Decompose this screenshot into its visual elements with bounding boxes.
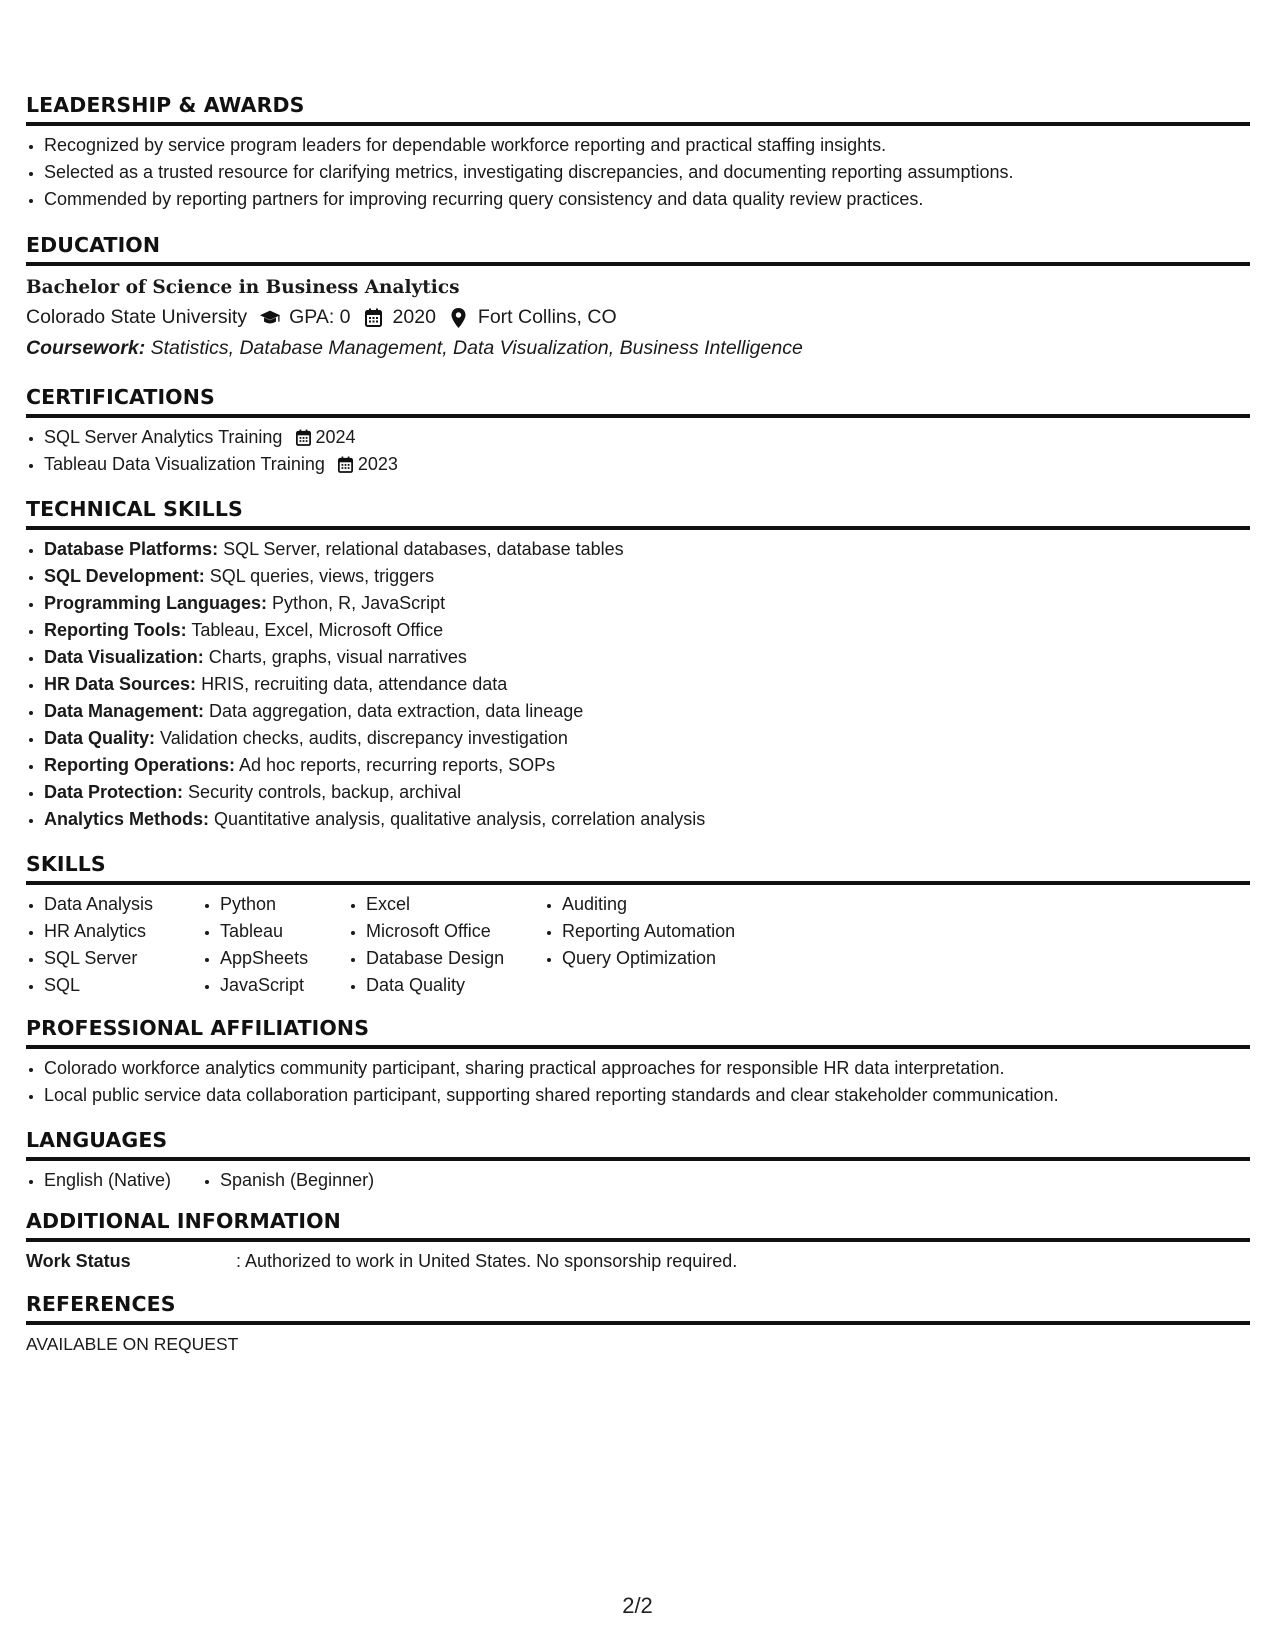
skill-item: • Tableau [220, 918, 348, 945]
certification-name: • SQL Server Analytics Training [44, 427, 283, 447]
list-item: • Commended by reporting partners for improving recurring query consistency and data quality review practices. [44, 186, 1250, 213]
languages-column [26, 1167, 202, 1194]
location: Fort Collins, CO [477, 306, 617, 328]
skill-values: HRIS, recruiting data, attendance data [201, 674, 508, 694]
calendar-icon [337, 456, 355, 474]
section-title: LEADERSHIP & AWARDS [26, 93, 1250, 126]
list-item [44, 671, 1250, 698]
skill-values: Charts, graphs, visual narratives [208, 647, 467, 667]
certification-year: 2024 [315, 427, 356, 447]
leadership-section [26, 93, 1250, 213]
references-text: AVAILABLE ON REQUEST [26, 1334, 239, 1354]
list-item [44, 536, 1250, 563]
education-details [26, 302, 1250, 333]
skill-item: • Data Quality [366, 972, 544, 999]
coursework [26, 333, 1250, 363]
certifications-list [26, 424, 1250, 478]
skill-item: • Database Design [366, 945, 544, 972]
section-title: LANGUAGES [26, 1128, 1250, 1161]
list-item: • Local public service data collaboration participant, supporting shared reporting standards and clear stakeholder communication. [44, 1082, 1250, 1109]
list-item [44, 563, 1250, 590]
list-item [44, 806, 1250, 833]
certification-item [44, 451, 1250, 478]
coursework-list: Statistics, Database Management, Data Visualization, Business Intelligence [150, 337, 803, 359]
skill-values: SQL queries, views, triggers [209, 566, 435, 586]
skill-item: • Data Analysis [44, 891, 202, 918]
list-item [44, 698, 1250, 725]
skill-item: • SQL [44, 972, 202, 999]
languages-column [202, 1167, 374, 1194]
skill-values: Ad hoc reports, recurring reports, SOPs [239, 755, 556, 775]
resume-page [26, 93, 1250, 1357]
skill-category: Data Management: [44, 701, 205, 721]
skill-category: Data Quality: [44, 728, 156, 748]
skill-category: Reporting Operations: [44, 755, 236, 775]
skills-section [26, 852, 1250, 999]
certifications-section [26, 385, 1250, 478]
graduation-year: 2020 [392, 306, 436, 328]
section-title: CERTIFICATIONS [26, 385, 1250, 418]
coursework-label: Coursework: [26, 337, 146, 359]
skill-item: • AppSheets [220, 945, 348, 972]
section-title: EDUCATION [26, 233, 1250, 266]
language-item: • English (Native) [44, 1167, 202, 1194]
certification-item [44, 424, 1250, 451]
skills-column [348, 891, 544, 999]
skills-column [26, 891, 202, 999]
affiliations-list [26, 1055, 1250, 1109]
section-title: PROFESSIONAL AFFILIATIONS [26, 1016, 1250, 1049]
languages-section [26, 1128, 1250, 1194]
school-name: Colorado State University [26, 306, 248, 328]
references-section [26, 1292, 1250, 1357]
section-title: REFERENCES [26, 1292, 1250, 1325]
calendar-icon [294, 429, 312, 447]
skill-category: SQL Development: [44, 566, 205, 586]
skill-item: • Python [220, 891, 348, 918]
list-item [44, 752, 1250, 779]
skill-item: • SQL Server [44, 945, 202, 972]
skills-column [202, 891, 348, 999]
certification-year: 2023 [357, 454, 398, 474]
calendar-icon [363, 307, 385, 329]
skill-item: • JavaScript [220, 972, 348, 999]
list-item [44, 779, 1250, 806]
skill-category: Database Platforms: [44, 539, 219, 559]
skill-category: HR Data Sources: [44, 674, 197, 694]
technical-skills-section [26, 497, 1250, 833]
skill-item: • Auditing [562, 891, 802, 918]
work-status-row [26, 1248, 1250, 1275]
work-status-value: : Authorized to work in United States. No sponsorship required. [236, 1251, 738, 1271]
skills-column [544, 891, 802, 999]
page-number: 2/2 [622, 1593, 653, 1618]
list-item [44, 725, 1250, 752]
skill-item: • Microsoft Office [366, 918, 544, 945]
language-item: • Spanish (Beginner) [220, 1167, 374, 1194]
skill-category: Programming Languages: [44, 593, 268, 613]
list-item: • Recognized by service program leaders for dependable workforce reporting and practical staffing insights. [44, 132, 1250, 159]
list-item: • Colorado workforce analytics community participant, sharing practical approaches for responsible HR data interpretation. [44, 1055, 1250, 1082]
skill-item: • Query Optimization [562, 945, 802, 972]
skill-item: • HR Analytics [44, 918, 202, 945]
list-item: • Selected as a trusted resource for clarifying metrics, investigating discrepancies, and documenting reporting assumptions. [44, 159, 1250, 186]
skill-category: Data Protection: [44, 782, 184, 802]
work-status-label: Work Status [26, 1251, 131, 1271]
graduation-cap-icon [259, 307, 281, 329]
skill-category: Analytics Methods: [44, 809, 210, 829]
skill-item: • Excel [366, 891, 544, 918]
languages-list [26, 1167, 1250, 1194]
list-item [44, 644, 1250, 671]
skill-values: SQL Server, relational databases, database tables [223, 539, 624, 559]
affiliations-section [26, 1016, 1250, 1109]
map-pin-icon [448, 307, 470, 329]
skill-values: Data aggregation, data extraction, data lineage [209, 701, 584, 721]
skill-values: Python, R, JavaScript [272, 593, 446, 613]
skill-values: Tableau, Excel, Microsoft Office [191, 620, 444, 640]
skill-category: Reporting Tools: [44, 620, 187, 640]
skill-category: Data Visualization: [44, 647, 204, 667]
gpa: GPA: 0 [289, 306, 351, 328]
skill-values: Quantitative analysis, qualitative analysis, correlation analysis [214, 809, 706, 829]
section-title: TECHNICAL SKILLS [26, 497, 1250, 530]
skill-values: Security controls, backup, archival [188, 782, 462, 802]
section-title: SKILLS [26, 852, 1250, 885]
skills-grid [26, 891, 1250, 999]
section-title: ADDITIONAL INFORMATION [26, 1209, 1250, 1242]
technical-skills-list [26, 536, 1250, 833]
leadership-list [26, 132, 1250, 213]
skill-values: Validation checks, audits, discrepancy investigation [160, 728, 568, 748]
certification-name: • Tableau Data Visualization Training [44, 454, 325, 474]
skill-item: • Reporting Automation [562, 918, 802, 945]
list-item [44, 590, 1250, 617]
list-item [44, 617, 1250, 644]
additional-info-section [26, 1209, 1250, 1275]
education-section [26, 233, 1250, 363]
degree: Bachelor of Science in Business Analytics [26, 277, 460, 298]
